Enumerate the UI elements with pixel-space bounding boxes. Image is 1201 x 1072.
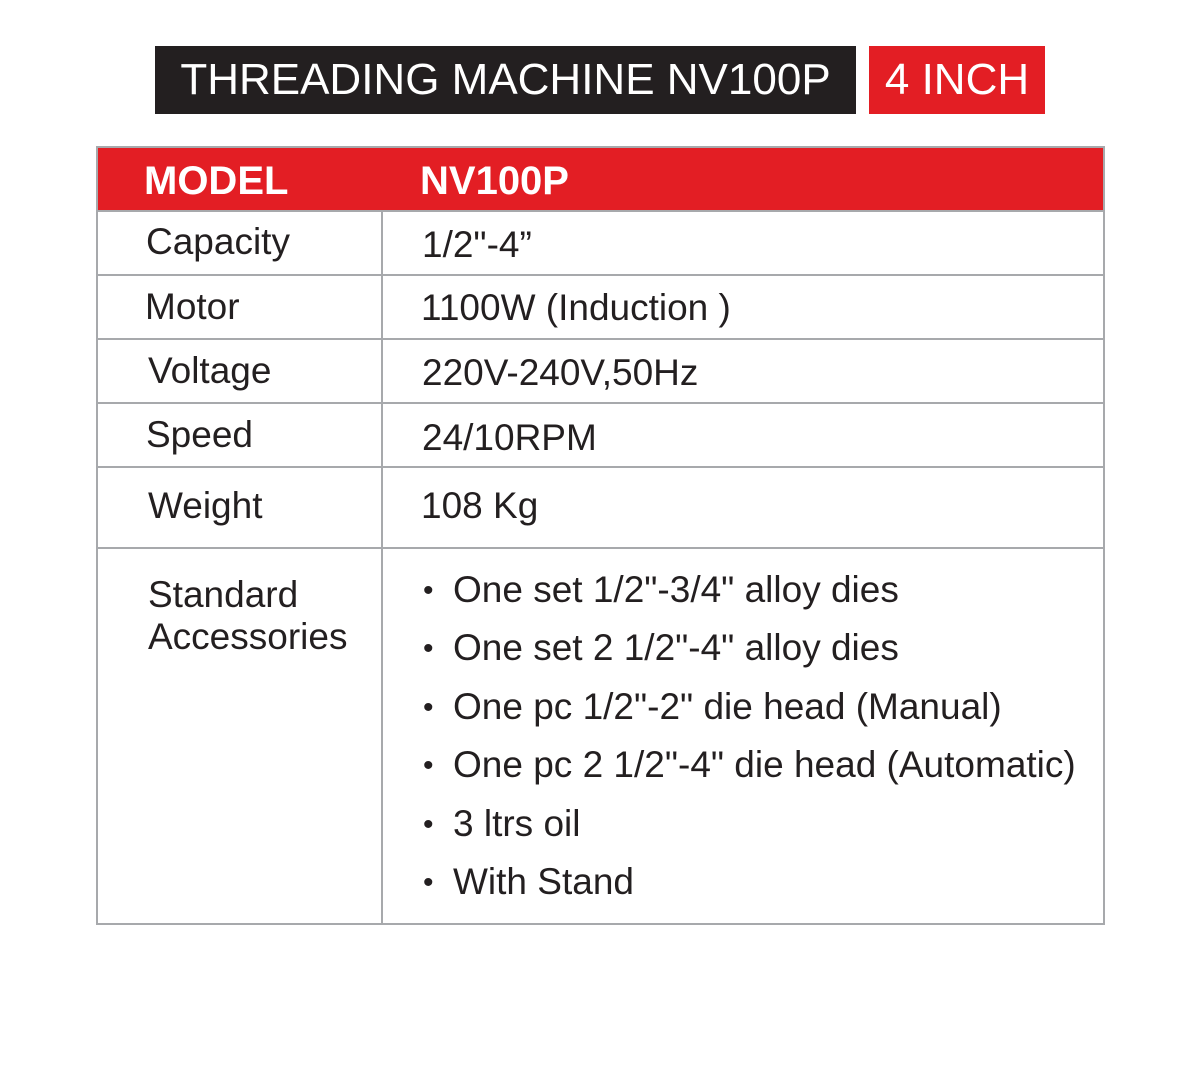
row-divider [96, 402, 1105, 404]
product-title: THREADING MACHINE NV100P [155, 46, 856, 114]
speed-label: Speed [146, 414, 253, 455]
capacity-value: 1/2"-4” [422, 224, 532, 265]
row-divider [96, 338, 1105, 340]
accessories-label-line1: Standard [148, 574, 299, 615]
model-value: NV100P [420, 159, 569, 203]
list-item: • One pc 2 1/2"-4" die head (Automatic) [423, 743, 1076, 801]
size-badge: 4 INCH [869, 46, 1045, 114]
row-divider [96, 466, 1105, 468]
list-item: • One set 1/2"-3/4" alloy dies [423, 568, 1076, 626]
model-label: MODEL [144, 159, 289, 203]
voltage-value: 220V-240V,50Hz [422, 352, 699, 393]
capacity-label: Capacity [146, 221, 290, 262]
table-bottom-border [96, 923, 1105, 925]
row-divider [96, 210, 1105, 212]
accessories-label [148, 574, 347, 658]
table-header-row [96, 146, 1105, 211]
table-right-border [1103, 211, 1105, 925]
list-item: • 3 ltrs oil [423, 802, 1076, 860]
voltage-label: Voltage [148, 350, 272, 391]
accessories-label-line2: Accessories [148, 616, 348, 657]
row-divider [96, 547, 1105, 549]
row-divider [96, 274, 1105, 276]
speed-value: 24/10RPM [422, 417, 597, 458]
spec-table [96, 146, 1105, 925]
motor-value: 1100W (Induction ) [421, 287, 731, 328]
column-divider [381, 211, 383, 925]
weight-label: Weight [148, 485, 263, 526]
motor-label: Motor [145, 286, 240, 327]
list-item: • One pc 1/2"-2" die head (Manual) [423, 685, 1076, 743]
weight-value: 108 Kg [421, 485, 539, 526]
list-item: • One set 2 1/2"-4" alloy dies [423, 626, 1076, 684]
list-item: • With Stand [423, 860, 1076, 918]
accessories-list [423, 568, 1076, 918]
table-left-border [96, 211, 98, 925]
